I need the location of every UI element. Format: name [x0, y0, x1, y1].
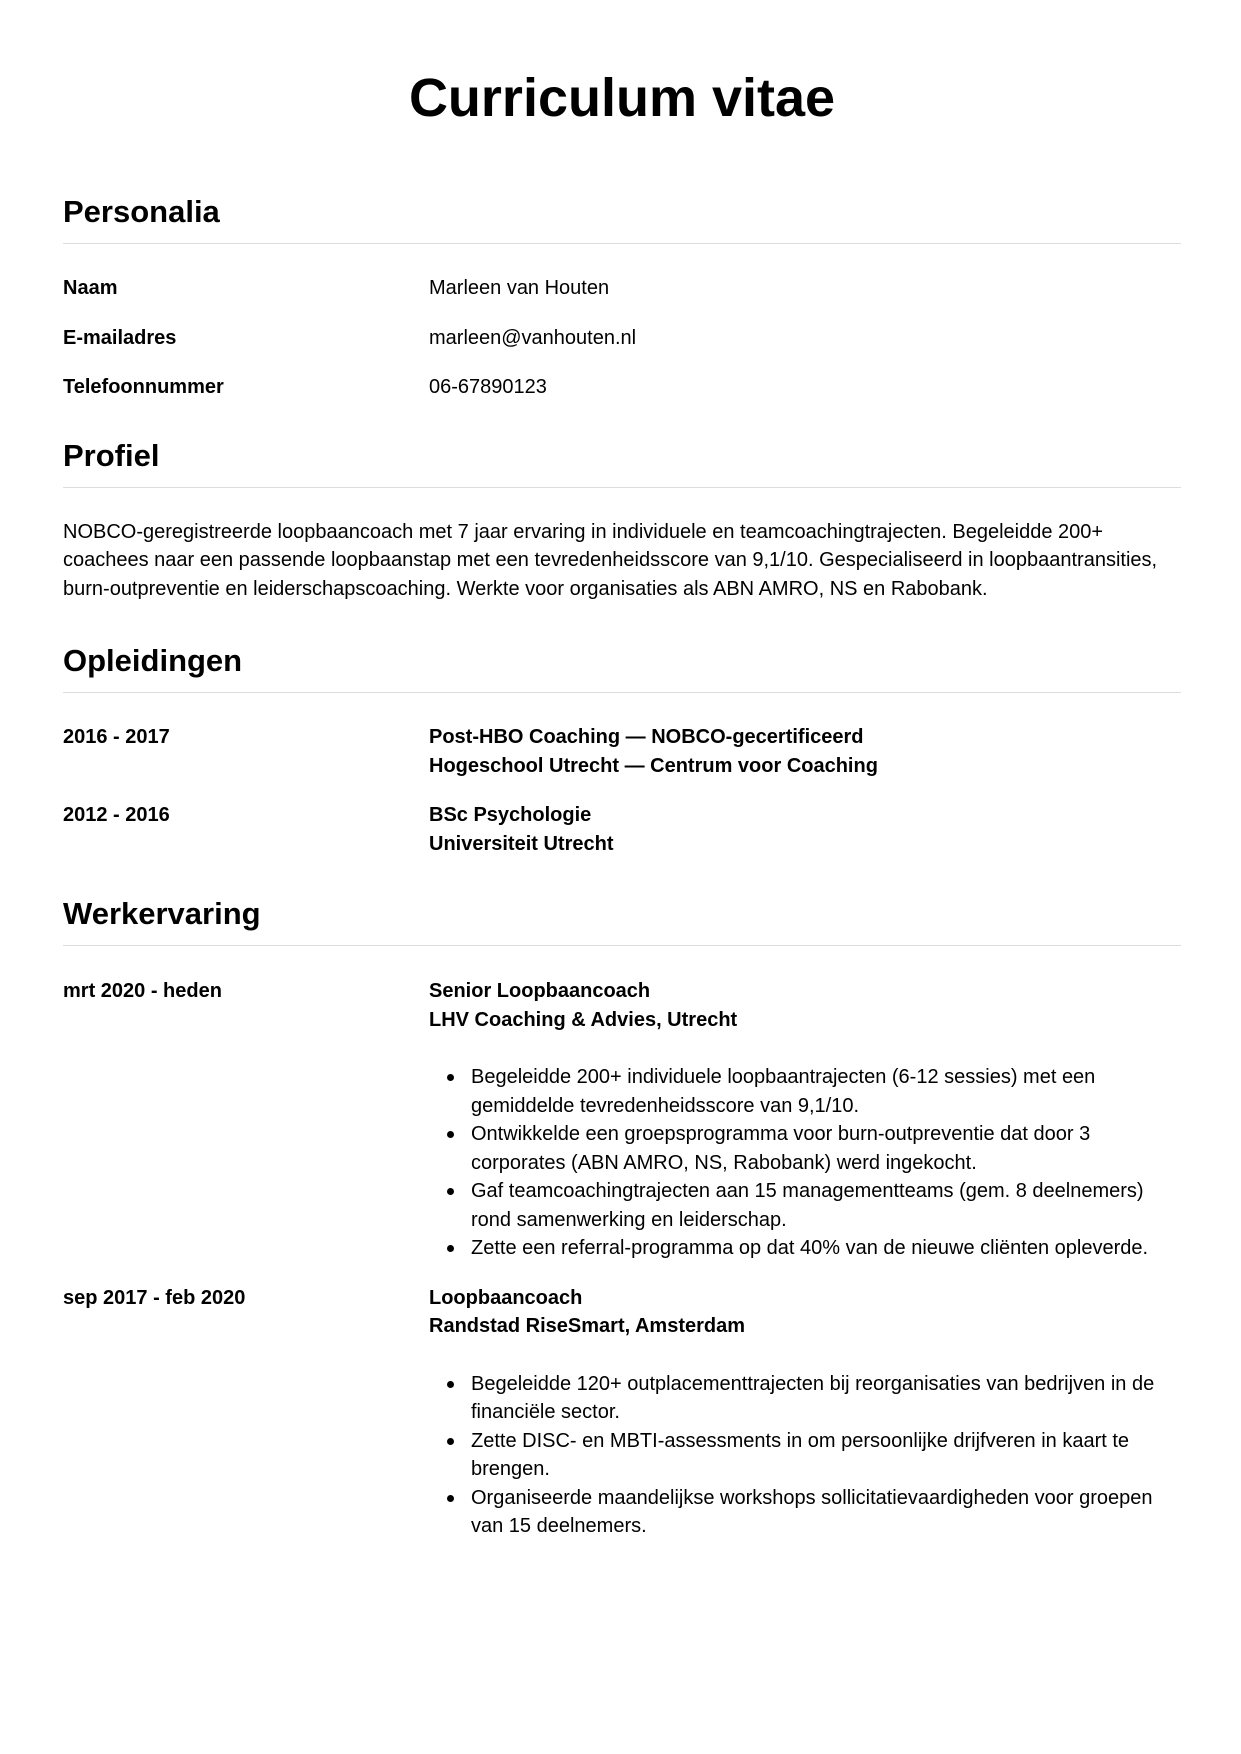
- bullet-item: [429, 1234, 1181, 1263]
- bullet-text: Zette DISC- en MBTI-assessments in om persoonlijke drijfveren in kaart te brengen.: [471, 1429, 1130, 1480]
- personalia-section: [63, 194, 1181, 402]
- bullet-text: Begeleidde 200+ individuele loopbaantrajecten (6-12 sessies) met een gemiddelde tevredenheidsscore van 9,1/10.: [471, 1066, 1096, 1117]
- education-institution: Universiteit Utrecht: [429, 832, 614, 855]
- work-period: sep 2017 - feb 2020: [63, 1286, 246, 1309]
- work-bullets: [429, 1370, 1181, 1541]
- bullet-text: Zette een referral-programma op dat 40% van de nieuwe cliënten opleverde.: [471, 1237, 1149, 1259]
- bullet-icon: [447, 1438, 454, 1445]
- education-details: [429, 723, 1181, 780]
- education-institution: Hogeschool Utrecht — Centrum voor Coaching: [429, 754, 878, 777]
- bullet-text: Begeleidde 120+ outplacementtrajecten bij reorganisaties van bedrijven in de financiële sector.: [471, 1372, 1155, 1423]
- personalia-list: [63, 274, 1181, 402]
- bullet-text: Gaf teamcoachingtrajecten aan 15 managementteams (gem. 8 deelnemers) rond samenwerking en leiderschap.: [471, 1180, 1144, 1231]
- personalia-row-name: [63, 274, 1181, 303]
- personalia-row-email: [63, 324, 1181, 353]
- field-label: Naam: [63, 277, 118, 299]
- education-item: [63, 801, 1181, 858]
- work-role: Loopbaancoach: [429, 1286, 583, 1309]
- bullet-item: [429, 1427, 1181, 1484]
- bullet-item: [429, 1120, 1181, 1177]
- personalia-heading: Personalia: [63, 194, 1181, 244]
- bullet-item: [429, 1063, 1181, 1120]
- opleidingen-section: [63, 643, 1181, 858]
- field-value: marleen@vanhouten.nl: [429, 326, 637, 349]
- education-period: 2012 - 2016: [63, 804, 170, 826]
- work-list: [63, 977, 1181, 1541]
- field-value: Marleen van Houten: [429, 277, 610, 299]
- cv-document: [63, 0, 1181, 1541]
- work-bullets: [429, 1063, 1181, 1263]
- field-value: 06-67890123: [429, 376, 547, 398]
- education-degree: Post-HBO Coaching — NOBCO-gecertificeerd: [429, 726, 864, 748]
- bullet-text: Ontwikkelde een groepsprogramma voor burn-outpreventie dat door 3 corporates (ABN AMRO, NS, Rabobank) werd ingekocht.: [471, 1123, 1091, 1174]
- field-label: E-mailadres: [63, 326, 177, 349]
- bullet-item: [429, 1177, 1181, 1234]
- bullet-item: [429, 1370, 1181, 1427]
- education-degree: BSc Psychologie: [429, 804, 592, 826]
- work-item-row: [63, 977, 1181, 1263]
- bullet-icon: [447, 1188, 454, 1195]
- werkervaring-heading: Werkervaring: [63, 896, 1181, 946]
- bullet-icon: [447, 1495, 454, 1502]
- profiel-section: [63, 438, 1181, 604]
- bullet-text: Organiseerde maandelijkse workshops sollicitatievaardigheden voor groepen van 15 deelnemers.: [471, 1486, 1153, 1537]
- opleidingen-heading: Opleidingen: [63, 643, 1181, 693]
- bullet-icon: [447, 1074, 454, 1081]
- work-period: mrt 2020 - heden: [63, 980, 222, 1002]
- profiel-heading: Profiel: [63, 438, 1181, 488]
- education-list: [63, 723, 1181, 858]
- werkervaring-section: [63, 896, 1181, 1541]
- work-item-row: [63, 1284, 1181, 1541]
- work-item: [63, 1284, 1181, 1541]
- education-item: [63, 723, 1181, 780]
- work-company: Randstad RiseSmart, Amsterdam: [429, 1315, 746, 1337]
- work-details: [429, 1284, 1181, 1541]
- work-role: Senior Loopbaancoach: [429, 980, 651, 1002]
- field-label: Telefoonnummer: [63, 376, 224, 398]
- profile-text: NOBCO-geregistreerde loopbaancoach met 7 jaar ervaring in individuele en teamcoachingtrajecten. Begeleidde 200+ coachees naar een passende loopbaanstap met een tevredenheidsscore van 9,1/10. Gespecialiseerd in loopbaantransities, burn-outpreventie en leiderschapscoaching. Werkte voor organisaties als ABN AMRO, NS en Rabobank.: [63, 520, 1158, 600]
- education-period: 2016 - 2017: [63, 726, 170, 748]
- bullet-icon: [447, 1131, 454, 1138]
- document-title: Curriculum vitae: [408, 68, 836, 128]
- work-company: LHV Coaching & Advies, Utrecht: [429, 1008, 738, 1031]
- education-details: [429, 801, 1181, 858]
- personalia-row-phone: [63, 373, 1181, 402]
- work-details: [429, 977, 1181, 1263]
- work-item: [63, 977, 1181, 1263]
- bullet-icon: [447, 1381, 454, 1388]
- bullet-item: [429, 1484, 1181, 1541]
- bullet-icon: [447, 1245, 454, 1252]
